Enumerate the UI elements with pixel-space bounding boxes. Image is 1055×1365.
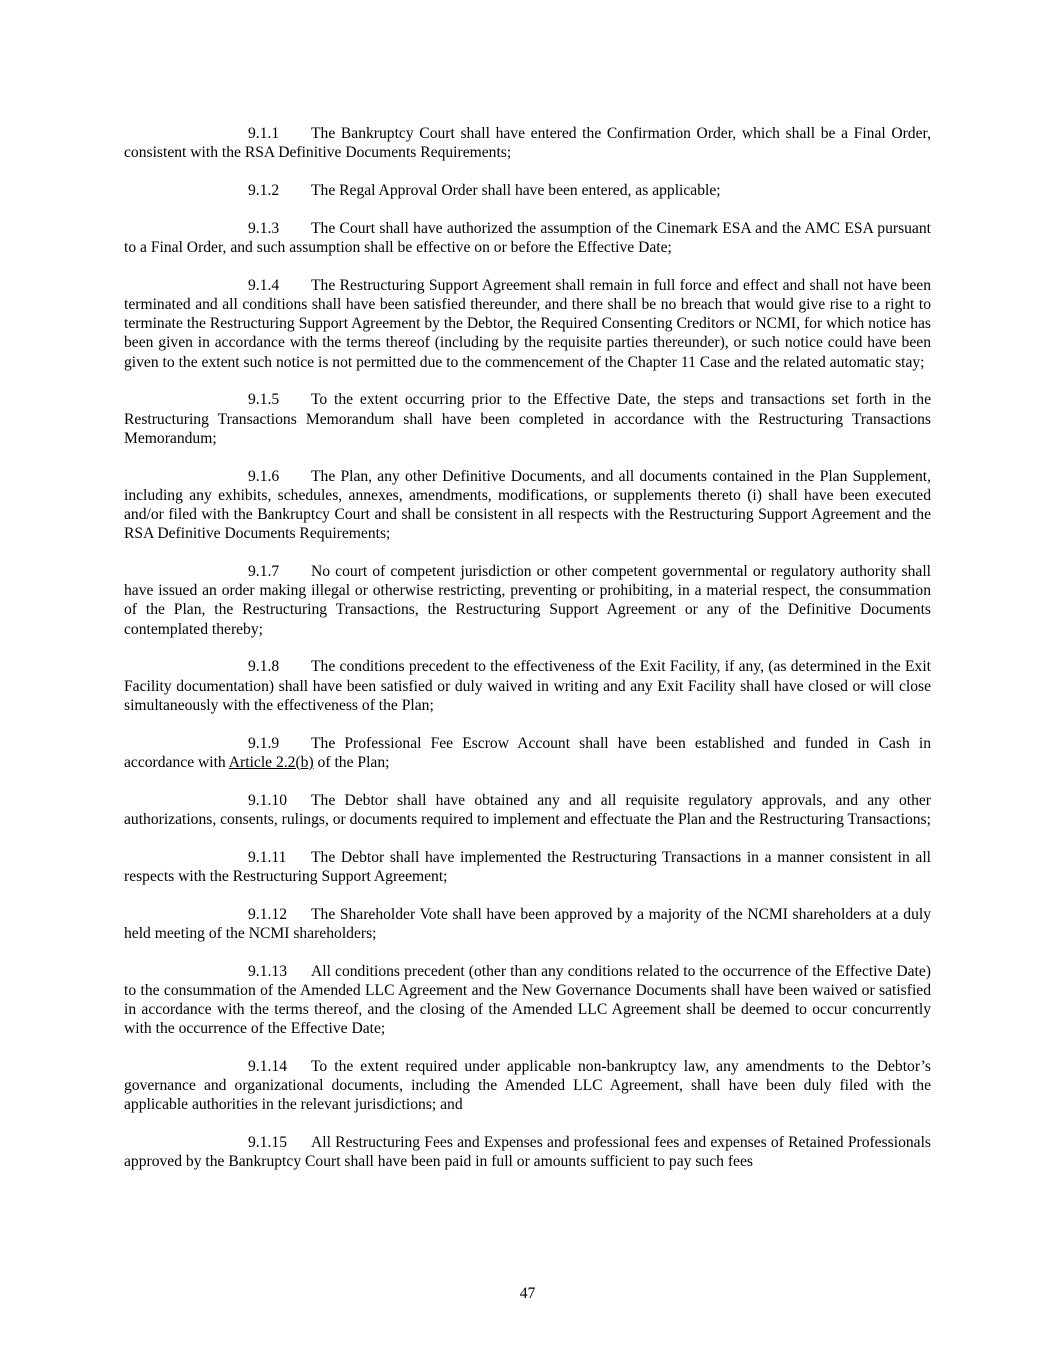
clause-text: No court of competent jurisdiction or other competent governmental or regulatory authority shall have issued an order making illegal or otherwise restricting, preventing or prohibiting, in a material respect, the consummation of the Plan, the Restructuring Transactions, the Restructuring Support Agreement or any of the Definitive Documents contemplated thereby;: [124, 563, 931, 638]
clause-9-1-8: [124, 657, 931, 715]
clause-9-1-10: [124, 791, 931, 829]
clause-9-1-14: [124, 1057, 931, 1115]
clause-number: 9.1.7: [248, 563, 280, 581]
clause-text: All conditions precedent (other than any conditions related to the occurrence of the Effective Date) to the consummation of the Amended LLC Agreement and the New Governance Documents shall have been waived or satisfied in accordance with the terms thereof, and the closing of the Amended LLC Agreement shall be deemed to occur concurrently with the occurrence of the Effective Date;: [124, 962, 931, 1038]
page-number: 47: [519, 1285, 536, 1302]
clause-9-1-9: [124, 734, 931, 772]
clause-text: The Bankruptcy Court shall have entered the Confirmation Order, which shall be a Final Order, consistent with the RSA Definitive Documents Requirements;: [124, 125, 931, 162]
clause-9-1-15: [124, 1133, 931, 1171]
clause-text: The Shareholder Vote shall have been approved by a majority of the NCMI shareholders at a duly held meeting of the NCMI shareholders;: [124, 905, 931, 942]
clause-text: The Debtor shall have obtained any and all requisite regulatory approvals, and any other authorizations, consents, rulings, or documents required to implement and effectuate the Plan and the Restructuring Transactions;: [124, 791, 931, 828]
clause-number: 9.1.11: [248, 848, 287, 866]
clause-number: 9.1.15: [248, 1134, 287, 1152]
clause-9-1-12: [124, 905, 931, 943]
clause-text: The Regal Approval Order shall have been entered, as applicable;: [311, 182, 721, 199]
clause-9-1-13: [124, 962, 931, 1039]
clause-text: To the extent occurring prior to the Effective Date, the steps and transactions set forth in the Restructuring Transactions Memorandum shall have been completed in accordance with the Restructuring Transactions Memorandum;: [124, 391, 931, 447]
clause-text: To the extent required under applicable non-bankruptcy law, any amendments to the Debtor’s governance and organizational documents, including the Amended LLC Agreement, shall have been duly filed with the applicable authorities in the relevant jurisdictions; and: [124, 1058, 931, 1114]
document-body: [124, 124, 931, 1190]
clause-9-1-3: [124, 219, 931, 257]
clause-text: The Restructuring Support Agreement shall remain in full force and effect and shall not have been terminated and all conditions shall have been satisfied thereunder, and there shall be no breach that would give rise to a right to terminate the Restructuring Support Agreement by the Debtor, the Required Consenting Creditors or NCMI, for which notice has been given in accordance with the terms thereof (including by the requisite parties thereunder), or such notice could have been given to the extent such notice is not permitted due to the commencement of the Chapter 11 Case and the related automatic stay;: [124, 276, 931, 371]
clause-text: All Restructuring Fees and Expenses and professional fees and expenses of Retained Professionals approved by the Bankruptcy Court shall have been paid in full or amounts sufficient to pay such fees: [124, 1134, 931, 1171]
clause-9-1-6: [124, 467, 931, 544]
clause-number: 9.1.2: [248, 182, 280, 199]
clause-9-1-4: [124, 276, 931, 372]
clause-number: 9.1.3: [248, 219, 280, 237]
clause-number: 9.1.4: [248, 276, 280, 294]
clause-number: 9.1.13: [248, 962, 287, 980]
clause-number: 9.1.12: [248, 905, 287, 923]
clause-number: 9.1.14: [248, 1058, 287, 1076]
clause-number: 9.1.9: [248, 734, 280, 752]
clause-number: 9.1.10: [248, 791, 287, 809]
clause-text: The Plan, any other Definitive Documents, and all documents contained in the Plan Supplement, including any exhibits, schedules, annexes, amendments, modifications, or supplements thereto (i) shall have been executed and/or filed with the Bankruptcy Court and shall be consistent in all respects with the Restructuring Support Agreement and the RSA Definitive Documents Requirements;: [124, 467, 931, 543]
clause-text: The Professional Fee Escrow Account shall have been established and funded in Cash in accordance with: [124, 734, 931, 771]
clause-9-1-5: [124, 390, 931, 448]
clause-number: 9.1.6: [248, 467, 280, 485]
clause-9-1-2: [124, 181, 931, 200]
clause-number: 9.1.8: [248, 658, 280, 676]
clause-number: 9.1.5: [248, 391, 280, 409]
clause-text: The Debtor shall have implemented the Restructuring Transactions in a manner consistent in all respects with the Restructuring Support Agreement;: [124, 848, 931, 885]
clause-9-1-7: [124, 562, 931, 639]
clause-text-end: of the Plan;: [313, 753, 390, 771]
clause-number: 9.1.1: [248, 125, 280, 142]
clause-9-1-1: [124, 124, 931, 162]
clause-9-1-11: [124, 848, 931, 886]
clause-text: The conditions precedent to the effectiveness of the Exit Facility, if any, (as determined in the Exit Facility documentation) shall have been satisfied or duly waived in writing and any Exit Facility shall have closed or will close simultaneously with the effectiveness of the Plan;: [124, 658, 931, 714]
article-reference-link[interactable]: Article 2.2(b): [228, 753, 314, 771]
clause-text: The Court shall have authorized the assumption of the Cinemark ESA and the AMC ESA pursuant to a Final Order, and such assumption shall be effective on or before the Effective Date;: [124, 219, 931, 256]
